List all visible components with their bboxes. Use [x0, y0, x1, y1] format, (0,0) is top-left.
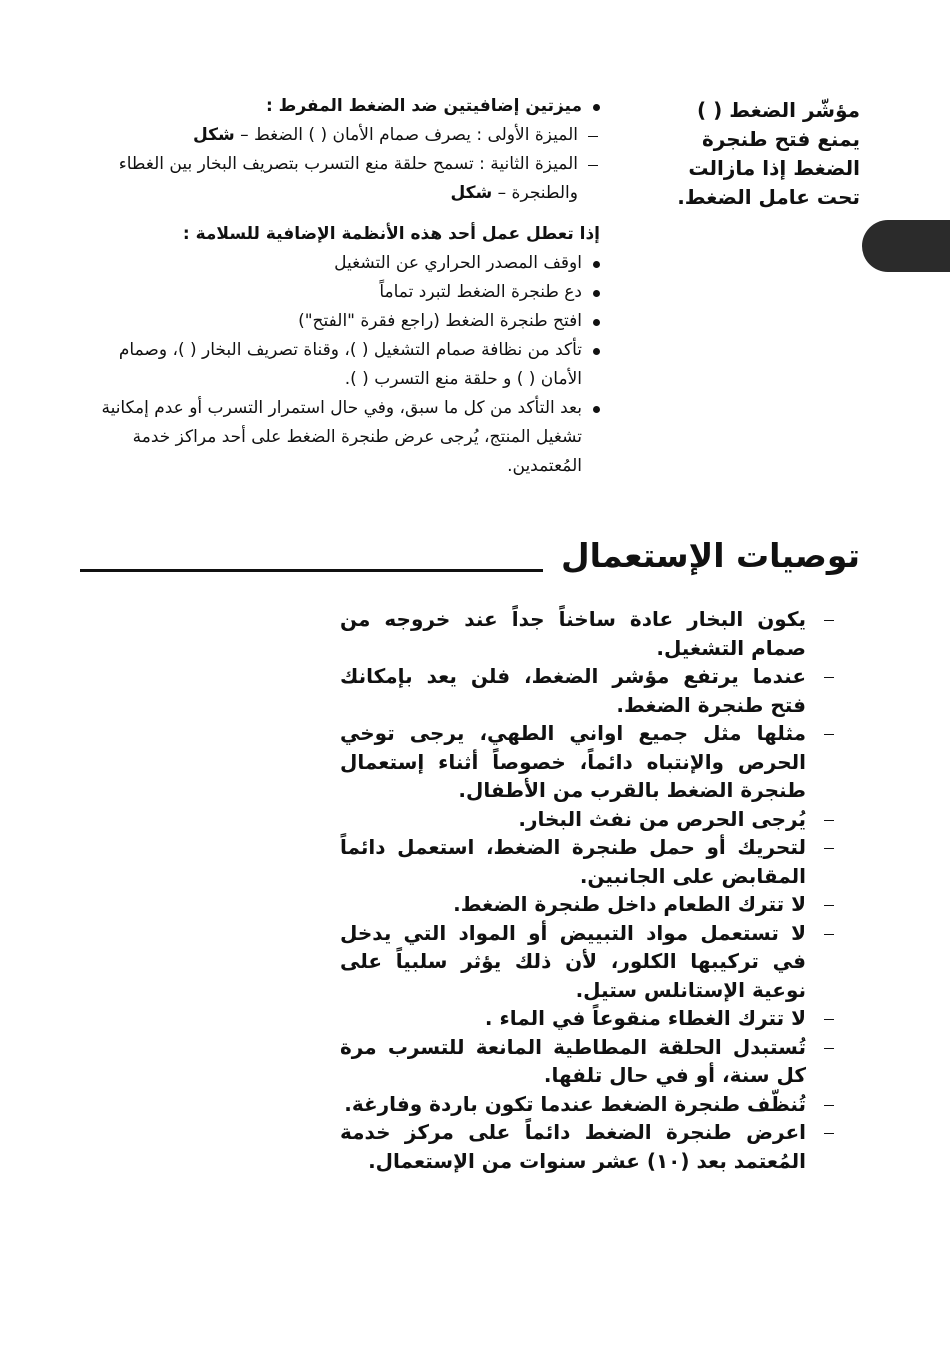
recommendation-item: تُنظّف طنجرة الضغط عندما تكون باردة وفارغة.: [340, 1090, 840, 1119]
recommendation-item: يُرجى الحرص من نفث البخار.: [340, 805, 840, 834]
recommendation-item: يكون البخار عادة ساخناً جداً عند خروجه من صمام التشغيل.: [340, 605, 840, 662]
recommendation-item: لا تستعمل مواد التبييض أو المواد التي يدخل في تركيبها الكلور، لأن ذلك يؤثر سلبياً على نوعية الإستانلس ستيل.: [340, 919, 840, 1005]
recommendation-item: لتحريك أو حمل طنجرة الضغط، استعمل دائماً المقابض على الجانبين.: [340, 833, 840, 890]
failure-step: بعد التأكد من كل ما سبق، وفي حال استمرار التسرب أو عدم إمكانية تشغيل المنتج، يُرجى عرض طنجرة الضغط على أحد مراكز خدمة المُعتمدين.: [80, 394, 600, 481]
feature-two: [80, 150, 600, 208]
recommendations-list: [340, 605, 840, 1175]
failure-step: افتح طنجرة الضغط (راجع فقرة "الفتح"): [80, 307, 600, 336]
usage-recommendations-header: [80, 534, 860, 578]
recommendation-item: عندما يرتفع مؤشر الضغط، فلن يعد بإمكانك فتح طنجرة الضغط.: [340, 662, 840, 719]
pressure-indicator-note: مؤشّر الضغط ( ) يمنع فتح طنجرة الضغط إذا مازالت تحت عامل الضغط.: [677, 98, 860, 209]
feature-two-text: الميزة الثانية : تسمح حلقة منع التسرب بتصريف البخار بين الغطاء والطنجرة –: [118, 154, 578, 203]
recommendation-item: لا تترك الطعام داخل طنجرة الضغط.: [340, 890, 840, 919]
recommendation-item: تُستبدل الحلقة المطاطية المانعة للتسرب مرة كل سنة، أو في حال تلفها.: [340, 1033, 840, 1090]
feature-two-fig-label: شكل: [450, 183, 493, 203]
page-tab-marker: [862, 220, 950, 272]
failure-step: اوقف المصدر الحراري عن التشغيل: [80, 249, 600, 278]
heading-rule: [80, 569, 543, 572]
recommendation-item: مثلها مثل جميع اواني الطهي، يرجى توخي الحرص والإنتباه دائماً، خصوصاً أثناء إستعمال طنجرة الضغط بالقرب من الأطفال.: [340, 719, 840, 805]
features-heading: ميزتين إضافيتين ضد الضغط المفرط :: [80, 92, 600, 121]
feature-one: [80, 121, 600, 150]
recommendation-item: لا تترك الغطاء منقوعاً في الماء .: [340, 1004, 840, 1033]
safety-features-block: [80, 92, 600, 481]
failure-heading: إذا تعطل عمل أحد هذه الأنظمة الإضافية للسلامة :: [182, 224, 600, 244]
feature-one-text: الميزة الأولى : يصرف صمام الأمان ( ) الضغط –: [234, 125, 578, 145]
recommendation-item: اعرض طنجرة الضغط دائماً على مركز خدمة المُعتمد بعد (١٠) عشر سنوات من الإستعمال.: [340, 1118, 840, 1175]
feature-one-fig-label: شكل: [192, 125, 235, 145]
failure-step: تأكد من نظافة صمام التشغيل ( )، وقناة تصريف البخار ( )، وصمام الأمان ( ) و حلقة منع التسرب ( ).: [80, 336, 600, 394]
failure-step: دع طنجرة الضغط لتبرد تماماً: [80, 278, 600, 307]
section-title: توصيات الإستعمال: [560, 536, 860, 575]
